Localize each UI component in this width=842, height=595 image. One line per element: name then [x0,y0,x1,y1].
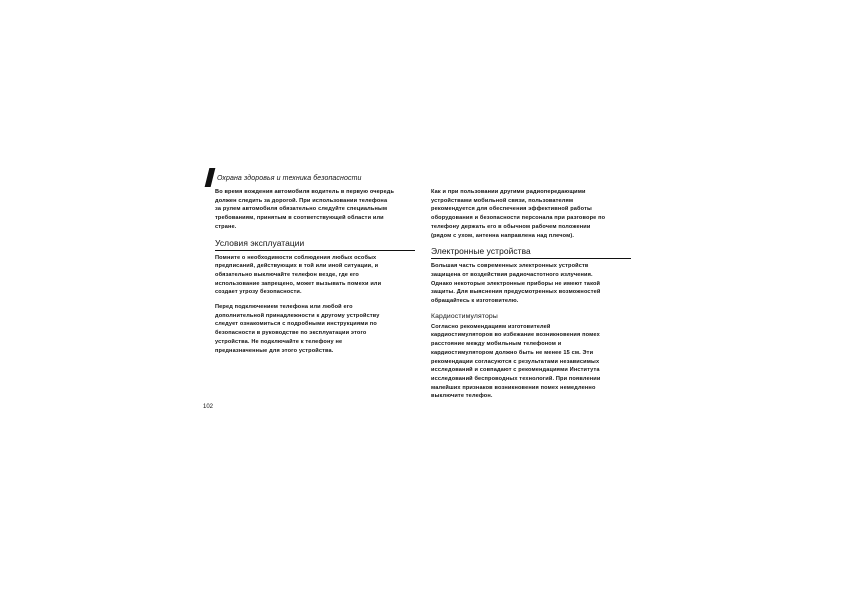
pacemakers-subheading: Кардиостимуляторы [431,312,498,320]
shielding-paragraph: Большая часть современных электронных устройств защищена от воздействия радиочастотного излучения. Однако некоторые электронные приборы не имеют такой защиты. Для выяснения предусмотренных возможностей обращайтесь к изготовителю. [431,263,601,305]
section-title: Охрана здоровья и техника безопасности [217,175,362,182]
driving-paragraph: Во время вождения автомобиля водитель в первую очередь должен следить за дорогой. При использовании телефона за рулем автомобиля обязательно следуйте специальным требованиям, принятым в соответствующей области или стране. [215,189,395,230]
pacemakers-paragraph: Согласно рекомендациям изготовителей кардиостимуляторов во избежание возникновения помех расстояние между мобильным телефоном и кардиостимулятором должно быть не менее 15 см. Эти рекомендации согласуются с результатами независимых исследований и совпадают с рекомендациями Института исследований беспроводных технологий. При появлении малейших признаков возникновения помех немедленно выключите телефон. [431,323,601,400]
connection-paragraph: Перед подключением телефона или любой его дополнительной принадлежности к другому устройству следует ознакомиться с подробными инструкциями по безопасности в руководстве по эксплуатации этого устройства. Не подключайте к телефону не предназначенные для этого устройства. [215,304,380,354]
special-regulations-paragraph: Помните о необходимости соблюдения любых особых предписаний, действующих в той или иной ситуации, и обязательно выключайте телефон везде, где его использование запрещено, может вызывать помехи или создает угрозу безопасности. [215,254,382,296]
operating-conditions-heading: Условия эксплуатации [215,238,415,251]
page-number: 102 [203,404,214,410]
section-marker [205,168,216,187]
right-column [431,188,631,407]
electronic-devices-heading: Электронные устройства [431,246,631,259]
normal-position-paragraph: Как и при пользовании другими радиопередающими устройствами мобильной связи, пользователям рекомендуется для обеспечения эффективной работы оборудования и безопасности персонала при разговоре по телефону держать его в обычном рабочем положении (рядом с ухом, антенна направлена над плечом). [431,189,606,239]
left-column [215,188,415,361]
